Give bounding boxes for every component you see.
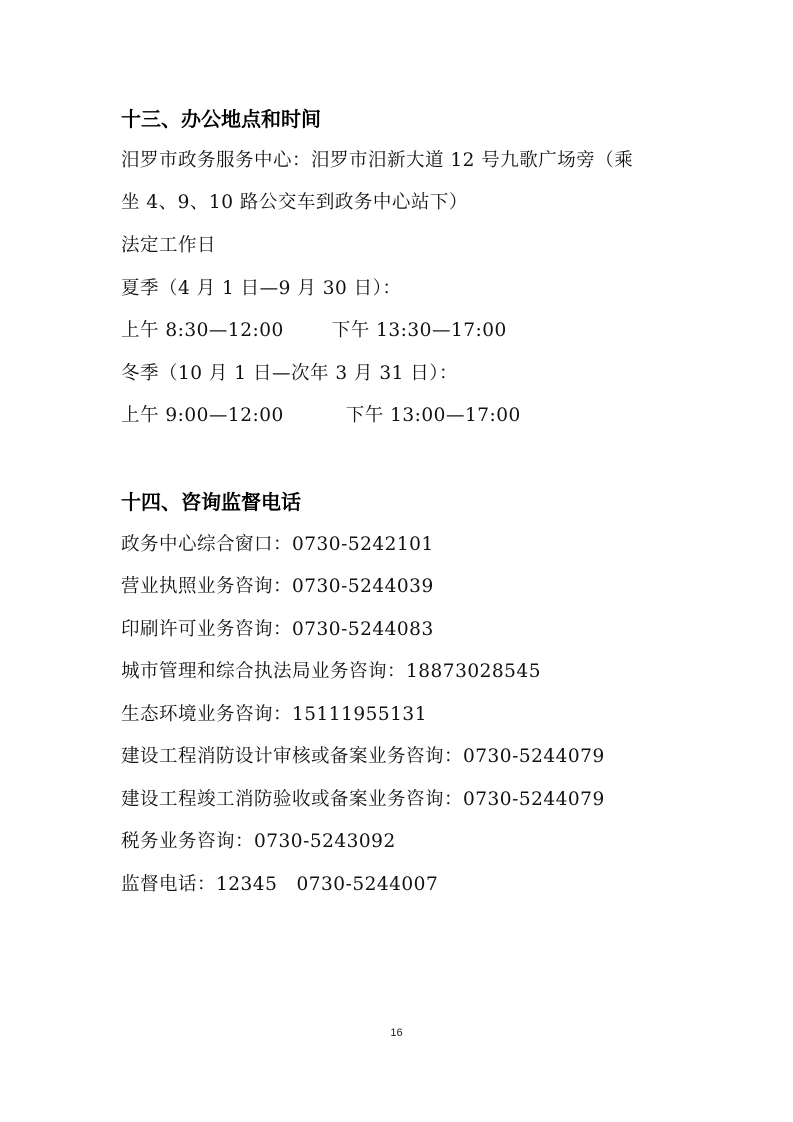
page-number: 16 [390,1027,403,1039]
winter-label: 冬季（10 月 1 日—次年 3 月 31 日）： [121,363,459,384]
workday-label: 法定工作日 [121,235,217,256]
section-13-title: 十三、办公地点和时间 [121,107,321,131]
office-address-line-1: 汨罗市政务服务中心：汨罗市汨新大道 12 号九歌广场旁（乘 [121,150,634,171]
contact-line: 建设工程竣工消防验收或备案业务咨询：0730-5244079 [121,789,605,810]
summer-hours [121,319,507,343]
office-address-line-2: 坐 4、9、10 路公交车到政务中心站下） [121,192,468,213]
winter-hours [121,404,521,428]
contact-line: 城市管理和综合执法局业务咨询：18873028545 [121,661,541,682]
contact-line: 营业执照业务咨询：0730-5244039 [121,576,434,597]
supervision-phone-line: 监督电话：12345 0730-5244007 [121,874,439,895]
contact-line: 建设工程消防设计审核或备案业务咨询：0730-5244079 [121,746,605,767]
section-14-title: 十四、咨询监督电话 [121,490,301,514]
summer-label: 夏季（4 月 1 日—9 月 30 日）： [121,278,402,299]
contact-line: 生态环境业务咨询：15111955131 [121,704,427,725]
winter-afternoon-hours: 下午 13:00—17:00 [345,405,521,426]
contact-line: 印刷许可业务咨询：0730-5244083 [121,619,434,640]
winter-morning-hours: 上午 9:00—12:00 [121,405,284,426]
contact-line: 政务中心综合窗口：0730-5242101 [121,534,434,555]
contact-line: 税务业务咨询：0730-5243092 [121,831,396,852]
summer-morning-hours: 上午 8:30—12:00 [121,320,284,341]
summer-afternoon-hours: 下午 13:30—17:00 [331,320,507,341]
